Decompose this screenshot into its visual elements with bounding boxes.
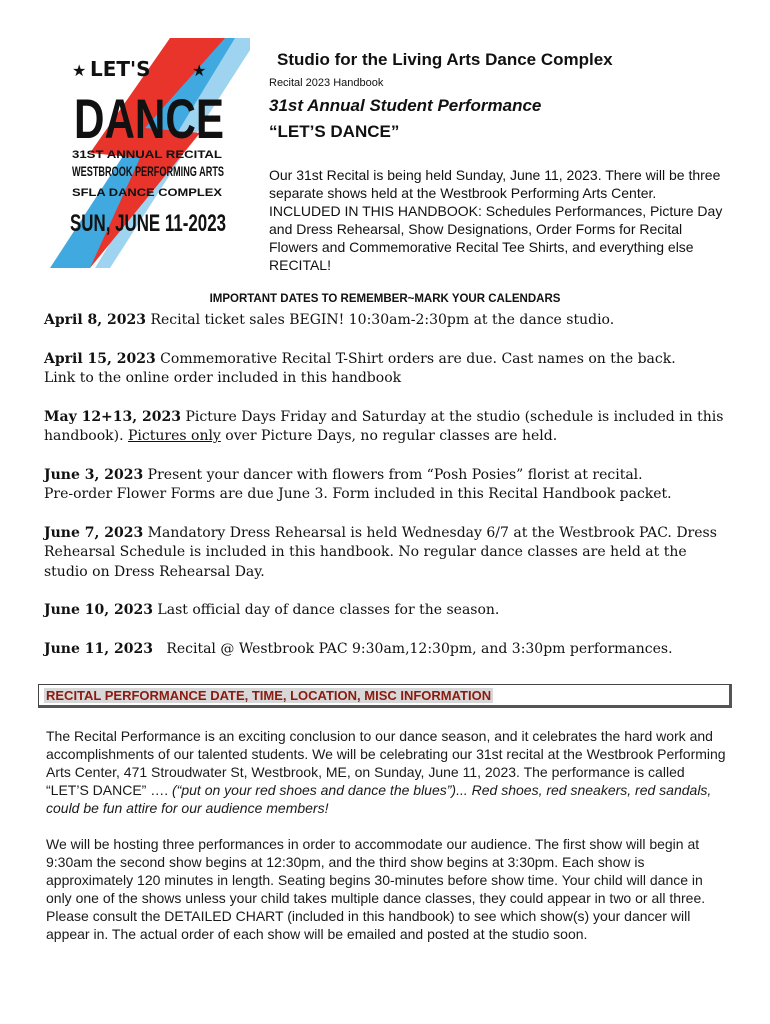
poster-dance: DANCE [74,87,224,150]
lets-dance-poster [50,38,250,268]
date-label: June 11, 2023 [44,640,153,657]
important-dates-heading: IMPORTANT DATES TO REMEMBER~MARK YOUR CALENDARS [209,293,561,305]
shows-info-paragraph: We will be hosting three performances in order to accommodate our audience. The first show will begin at 9:30am the second show begins at 12:30pm, and the third show begins at 3:30pm. Each show is approximately 120 minutes in length. Seating begins 30-minutes before show time. Your child will dance in only one of the shows unless your child takes multiple dance classes, they could appear in two or all three. Please consult the DETAILED CHART (included in this handbook) to see which show(s) your dancer will appear in. The actual order of each show will be emailed and posted at the studio soon. [46,836,706,942]
date-label: April 15, 2023 [44,350,156,367]
intro-paragraph: Our 31st Recital is being held Sunday, June 11, 2023. There will be three separate shows held at the Westbrook Performing Arts Center. INCLUDED IN THIS HANDBOOK: Schedules Performances, Picture Day and Dress Rehearsal, Show Designations, Order Forms for Recital Flowers and Commemorative Recital Tee Shirts, and everything else RECITAL! [269,167,723,273]
poster-recital: 31ST ANNUAL RECITAL [72,149,223,161]
date-label: May 12+13, 2023 [44,408,181,425]
star-left-icon: ★ [72,61,87,80]
date-entry: June 11, 2023 Recital @ Westbrook PAC 9:30am,12:30pm, and 3:30pm performances. [44,640,673,657]
poster-graphic [50,38,250,268]
date-label: June 7, 2023 [44,524,144,541]
date-entry: June 10, 2023 Last official day of dance classes for the season. [44,602,500,618]
date-entry: April 15, 2023 Commemorative Recital T-Shirt orders are due. Cast names on the back. Link to the online order included in this handbook [44,350,676,386]
date-entry: June 7, 2023 Mandatory Dress Rehearsal is held Wednesday 6/7 at the Westbrook PAC. Dress Rehearsal Schedule is included in this handbook. No regular dance classes are held at the studio on Dress Rehearsal Day. [44,524,717,580]
section-title: RECITAL PERFORMANCE DATE, TIME, LOCATION, MISC INFORMATION [46,688,492,703]
important-dates-list [44,311,734,678]
date-label: June 10, 2023 [44,602,153,618]
date-entry: June 3, 2023 Present your dancer with flowers from “Posh Posies” florist at recital. Pre-order Flower Forms are due June 3. Form included in this Recital Handbook packet. [44,466,672,502]
red-shoes-note: (“put on your red shoes and dance the blues”)... Red shoes, red sneakers, red sandals, could be fun attire for our audience members! [46,782,712,816]
date-entry: May 12+13, 2023 Picture Days Friday and Saturday at the studio (schedule is included in this handbook). Pictures only over Picture Days, no regular classes are held. [44,408,724,444]
date-label: April 8, 2023 [44,312,146,328]
poster-complex: SFLA DANCE COMPLEX [72,187,223,199]
studio-name: Studio for the Living Arts Dance Complex [277,50,613,69]
poster-date: SUN, JUNE 11-2023 [70,210,226,237]
star-right-icon: ★ [192,61,207,80]
pictures-only: Pictures only [128,428,221,444]
section-header-box [38,684,732,708]
date-label: June 3, 2023 [44,466,144,483]
recital-info-paragraph: The Recital Performance is an exciting conclusion to our dance season, and it celebrates the hard work and accomplishments of our talented students. We will be celebrating our 31st recital at the Westbrook Performing Arts Center, 471 Stroudwater St, Westbrook, ME, on Sunday, June 11, 2023. The performance is called “LET’S DANCE” …. (“put on your red shoes and dance the blues”)... Red shoes, red sneakers, red sandals, could be fun attire for our audience members! [46,728,726,816]
date-entry: April 8, 2023 Recital ticket sales BEGIN! 10:30am-2:30pm at the dance studio. [44,312,615,328]
poster-lets: LET'S [90,57,151,81]
handbook-label: Recital 2023 Handbook [269,77,384,89]
show-name: “LET’S DANCE” [269,122,400,141]
performance-title: 31st Annual Student Performance [269,96,542,115]
poster-venue: WESTBROOK PERFORMING ARTS [72,163,224,179]
